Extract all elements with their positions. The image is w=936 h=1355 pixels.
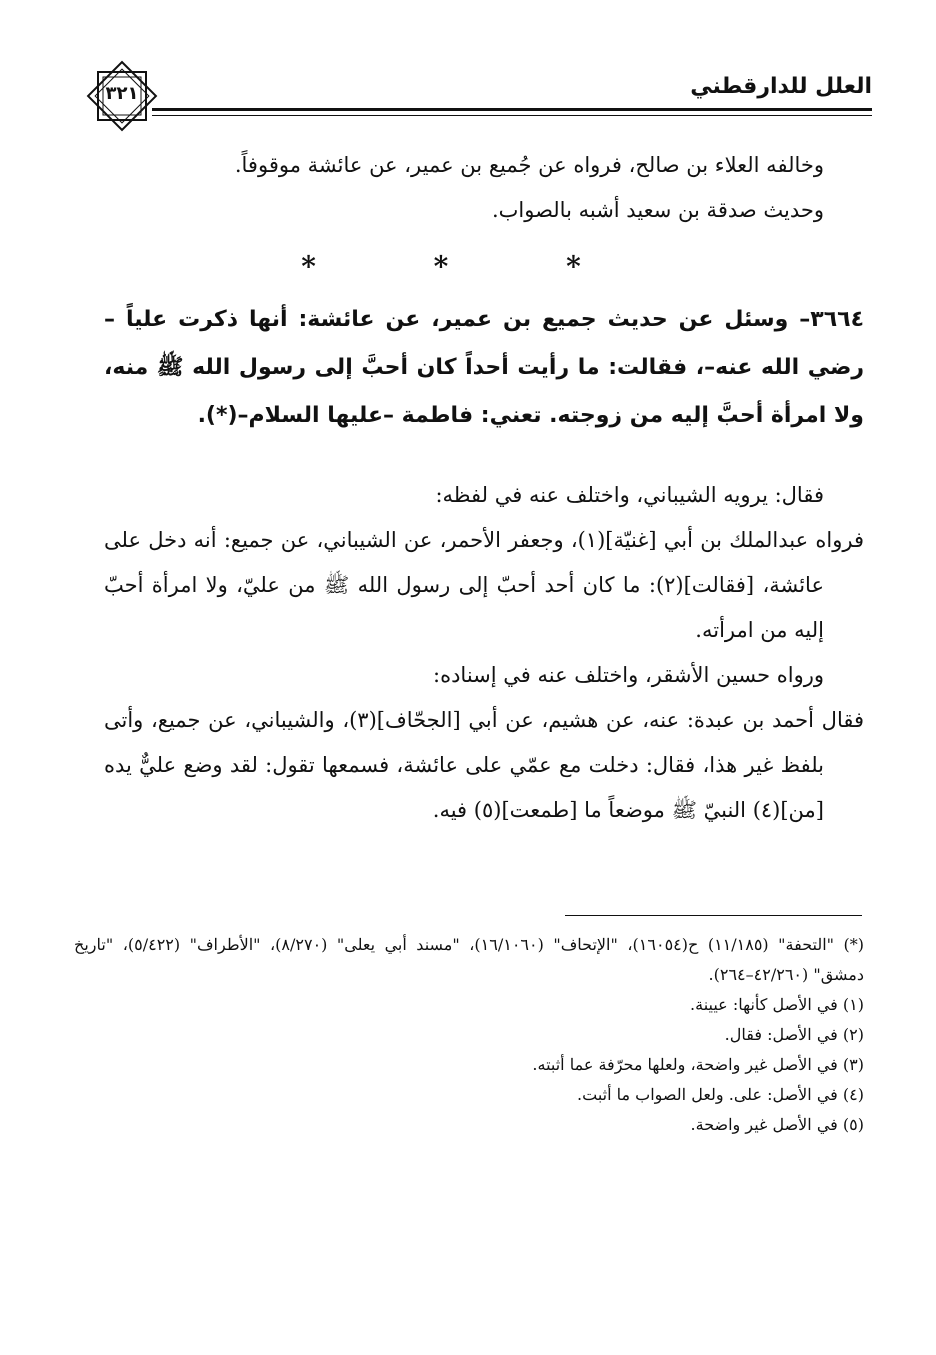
answer-section: [104, 473, 864, 833]
answer-paragraph-2: فرواه عبدالملك بن أبي [غنيّة](١)، وجعفر الأحمر، عن الشيباني، عن جميع: أنه دخل على عائشة، [فقالت](٢): ما كان أحد أحبّ إلى رسول الله ﷺ من عليّ، ولا امرأة أحبّ إليه من امرأته.: [104, 528, 864, 642]
answer-paragraph-3: ورواه حسين الأشقر، واختلف عنه في إسناده:: [433, 663, 824, 687]
footnote-rule: [565, 915, 862, 916]
answer-paragraph-1: فقال: يرويه الشيباني، واختلف عنه في لفظه:: [435, 483, 824, 507]
header-rule-thick: [152, 108, 872, 111]
page-number: ٣٢١: [105, 83, 139, 104]
question-3664: ٣٦٦٤– وسئل عن حديث جميع بن عمير، عن عائشة: أنها ذكرت علياً –رضي الله عنه–، فقالت: ما رأيت أحداً كان أحبَّ إلى رسول الله ﷺ منه، ولا امرأة أحبَّ إليه من زوجته. تعني: فاطمة –عليها السلام–(*).: [104, 307, 864, 428]
footnotes: [74, 930, 864, 1140]
footnote-5: (٥) في الأصل غير واضحة.: [690, 1115, 864, 1134]
header-rule-thin: [152, 115, 872, 116]
page-header: [82, 56, 872, 138]
prev-paragraph-2: وحديث صدقة بن سعيد أشبه بالصواب.: [491, 198, 824, 222]
prev-paragraph-1: وخالفه العلاء بن صالح، فرواه عن جُميع بن عمير، عن عائشة موقوفاً.: [234, 153, 824, 177]
section-separator: * * *: [301, 250, 635, 283]
footnote-star: (*) "التحفة" (١١/١٨٥) ح(١٦٠٥٤)، "الإتحاف" (١٦/١٠٦٠)، "مسند أبي يعلى" (٨/٢٧٠)، "الأطراف" (٥/٤٢٢)، "تاريخ دمشق" (٤٢/٢٦٠–٢٦٤).: [74, 935, 865, 984]
running-title: العلل للدارقطني: [690, 74, 872, 99]
footnote-4: (٤) في الأصل: على. ولعل الصواب ما أثبت.: [577, 1085, 864, 1104]
footnote-1: (١) في الأصل كأنها: عيينة.: [690, 995, 864, 1014]
prev-section: [104, 143, 864, 233]
answer-paragraph-4: فقال أحمد بن عبدة: عنه، عن هشيم، عن أبي [الجحّاف](٣)، والشيباني، عن جميع، وأتى بلفظ غير هذا، فقال: دخلت مع عمّي على عائشة، فسمعها تقول: لقد وضع عليٌّ يده [من](٤) النبيّ ﷺ موضعاً ما [طمعت](٥) فيه.: [104, 708, 864, 822]
page-number-badge: [82, 56, 162, 136]
question-section: [104, 296, 864, 440]
footnote-3: (٣) في الأصل غير واضحة، ولعلها محرّفة عما أثبته.: [532, 1055, 864, 1074]
footnote-2: (٢) في الأصل: فقال.: [724, 1025, 864, 1044]
